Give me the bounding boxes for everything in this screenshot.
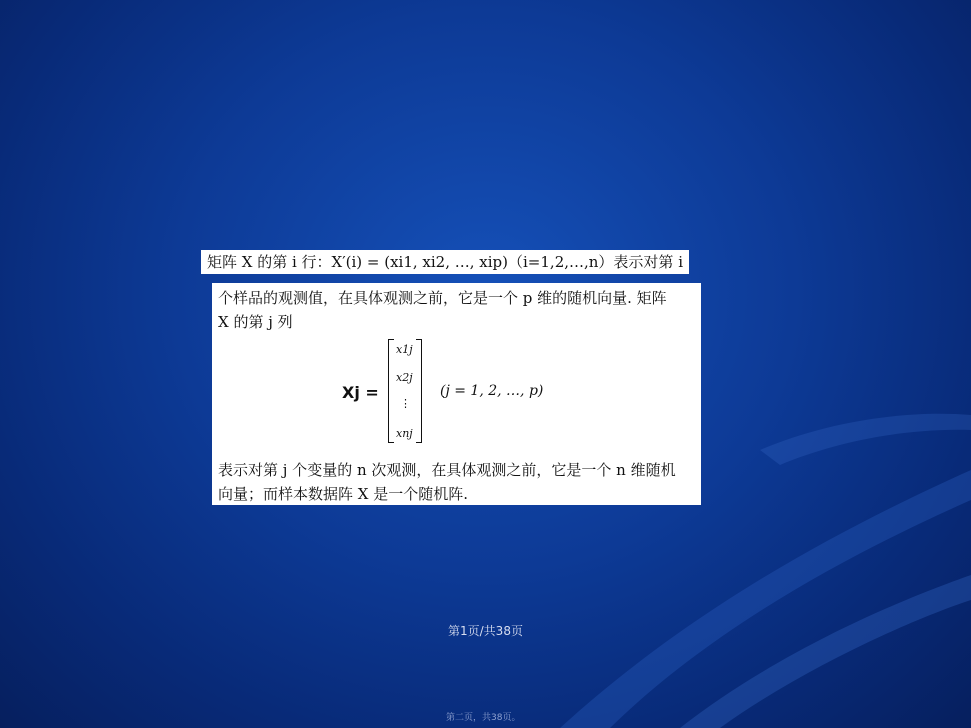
left-bracket <box>388 339 394 443</box>
text-line-4: 向量；而样本数据阵 X 是一个随机阵. <box>218 485 468 503</box>
text-line-3: 表示对第 j 个变量的 n 次观测，在具体观测之前，它是一个 n 维随机 <box>218 461 676 479</box>
right-bracket <box>416 339 422 443</box>
page-number-small: 第二页，共38页。 <box>446 713 521 723</box>
text-line-2: X 的第 j 列 <box>218 313 293 331</box>
vector-entry: ⋮ <box>400 397 411 410</box>
row-definition-box <box>201 250 689 274</box>
vector-entry: x2j <box>396 371 413 384</box>
vector-entry: x1j <box>396 343 413 356</box>
index-range: (j = 1, 2, …, p) <box>440 383 544 399</box>
row-definition-text: 矩阵 X 的第 i 行：X′(i) = (xi1, xi2, …, xip)（i=1,2,…,n）表示对第 i <box>207 253 683 271</box>
column-vector <box>388 339 422 443</box>
matrix-lhs: Xj = <box>342 383 379 402</box>
text-line-1: 个样品的观测值，在具体观测之前，它是一个 p 维的随机向量. 矩阵 <box>218 289 667 307</box>
column-definition-box <box>212 283 701 505</box>
vector-entry: xnj <box>396 427 413 440</box>
page-number: 第1页/共38页 <box>448 624 523 638</box>
